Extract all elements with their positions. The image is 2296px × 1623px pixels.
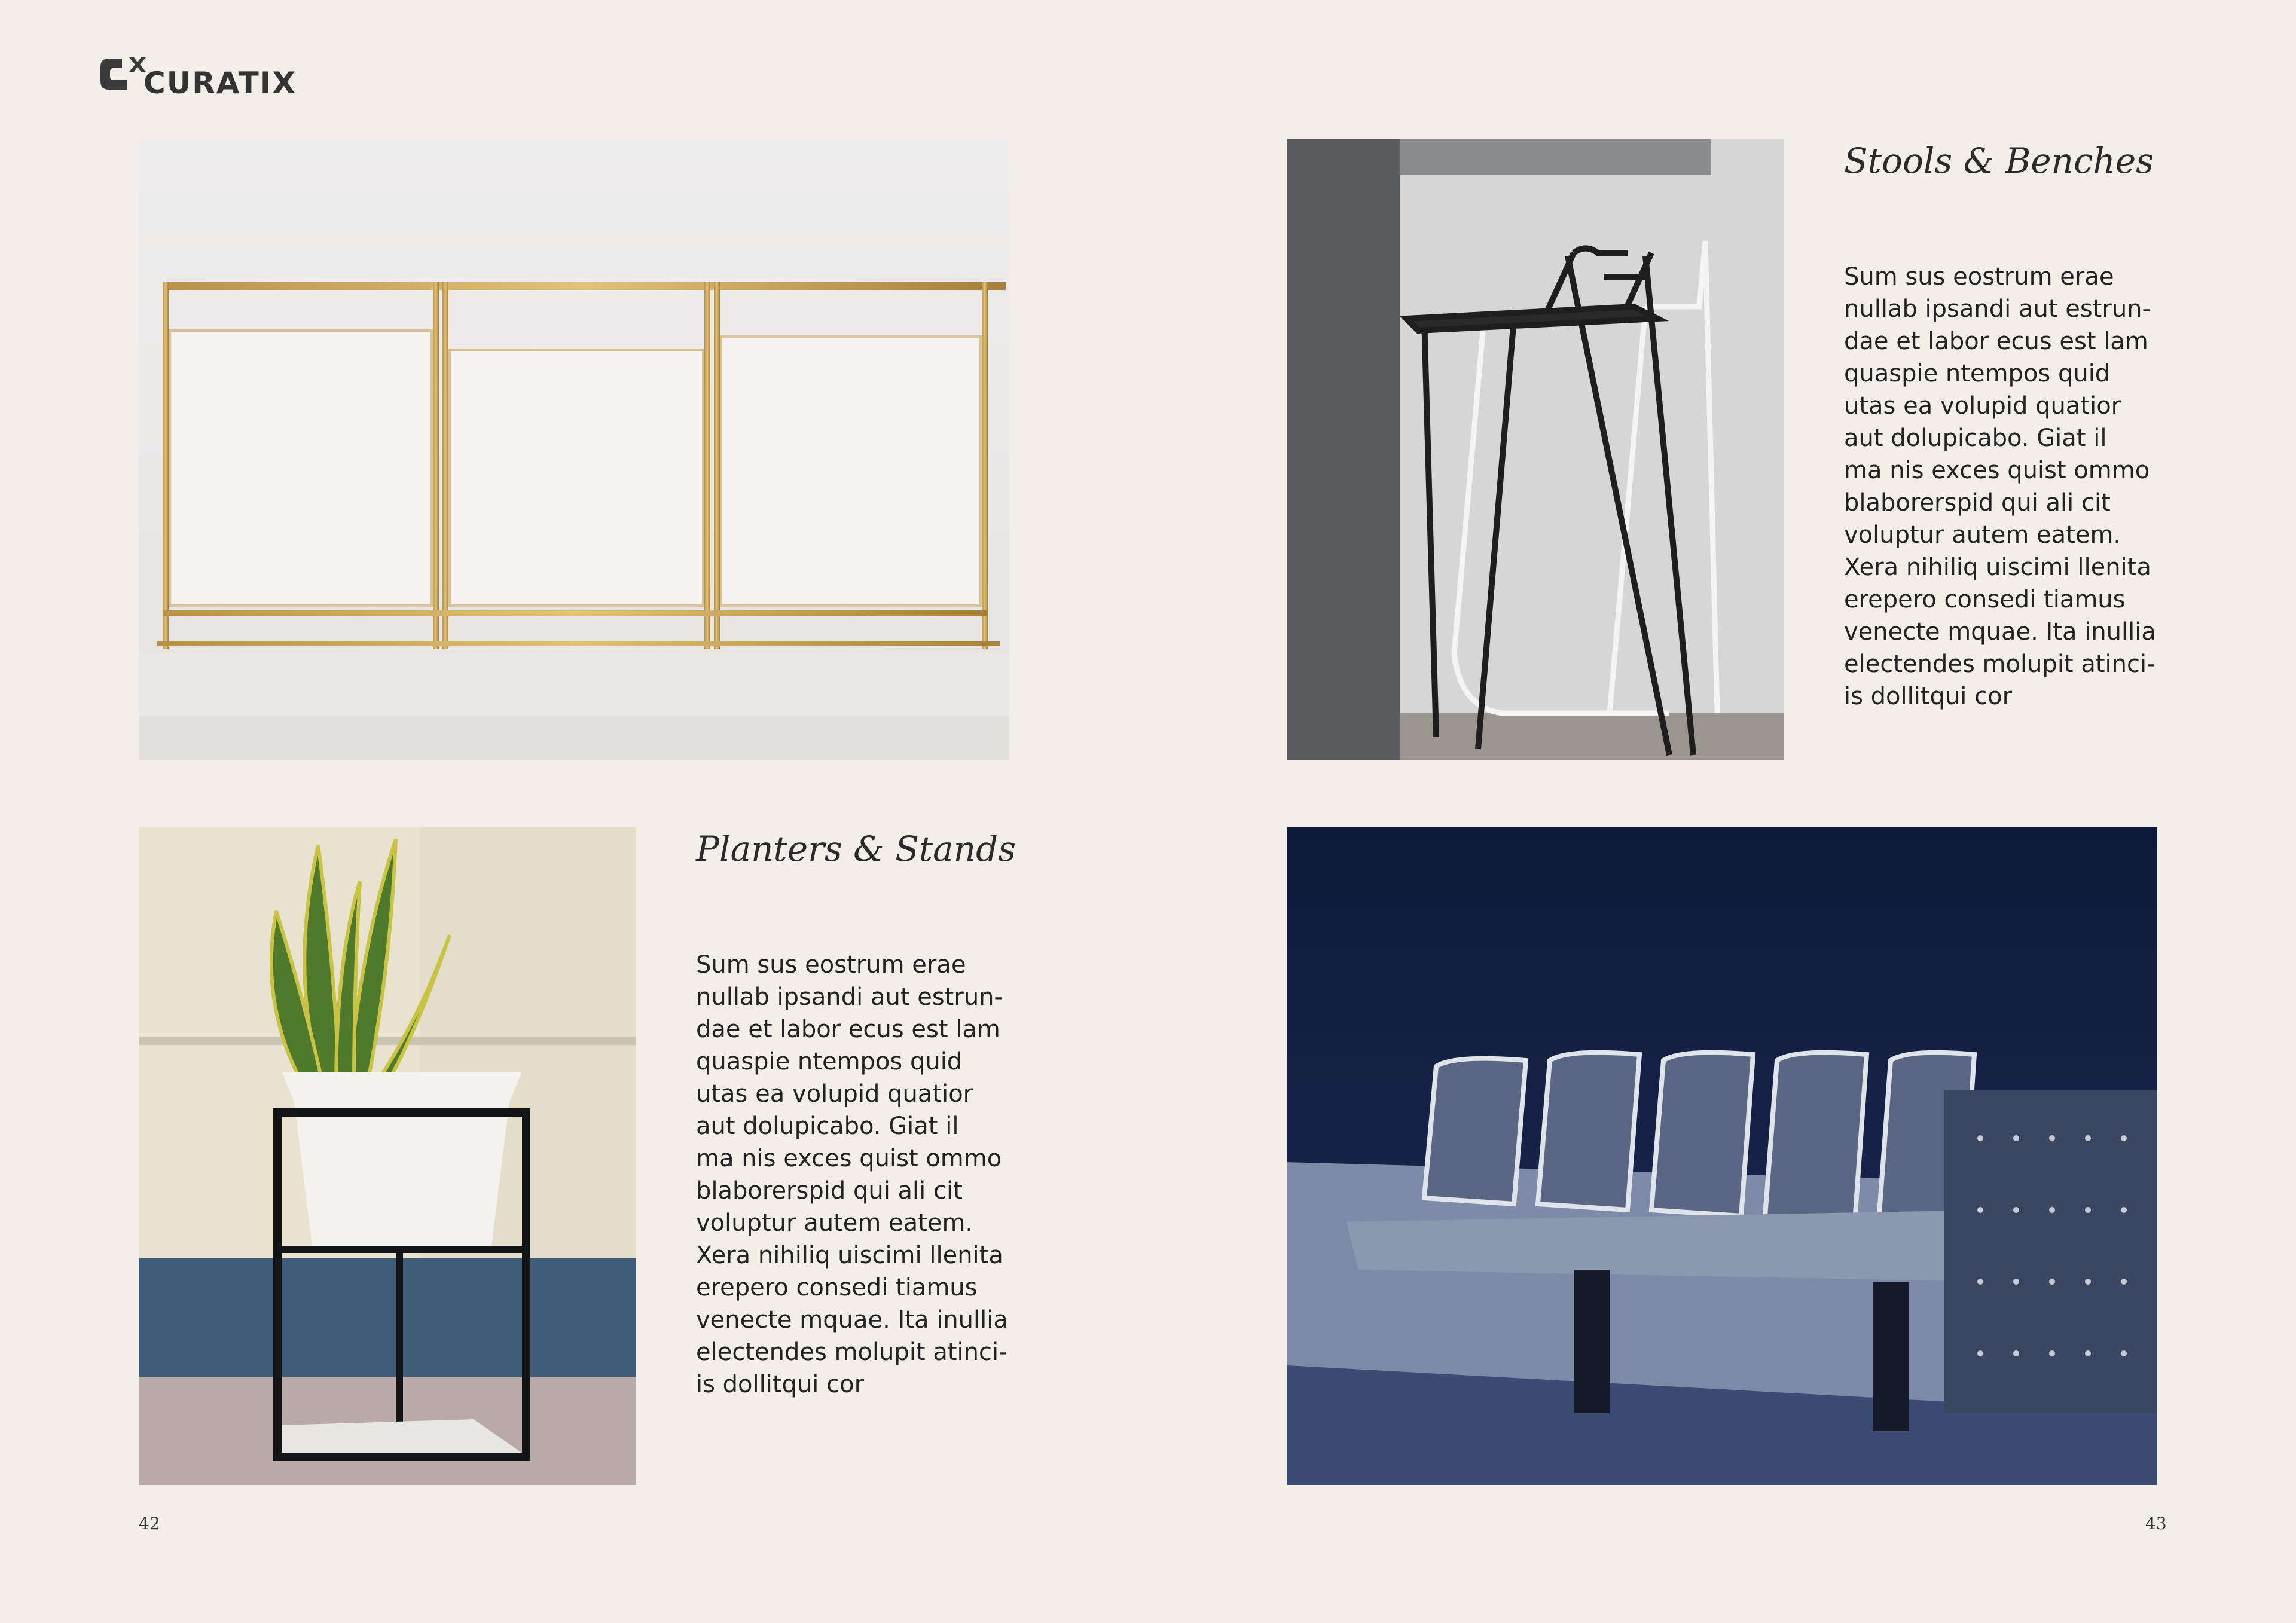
snake-plant-planter-photo: [139, 827, 636, 1485]
planters-stands-heading: Planters & Stands: [696, 829, 1016, 869]
body-line: venecte mquae. Ita inullia: [696, 1306, 1008, 1334]
brand-logo: [96, 55, 299, 100]
curatix-mark-icon: [96, 55, 148, 97]
body-line: dae et labor ecus est lam: [696, 1016, 1000, 1043]
metal-bench-photo: [1287, 827, 2157, 1485]
body-line: voluptur autem eatem.: [1844, 521, 2121, 549]
body-line: aut dolupicabo. Giat il: [696, 1112, 959, 1140]
gold-console-table-photo: [139, 139, 1009, 760]
body-line: Xera nihiliq uiscimi llenita: [696, 1242, 1003, 1269]
body-line: aut dolupicabo. Giat il: [1844, 424, 2107, 452]
body-line: erepero consedi tiamus: [696, 1274, 978, 1301]
body-line: Sum sus eostrum erae: [1844, 263, 2114, 291]
page-number-right: 43: [2145, 1514, 2167, 1533]
body-line: dae et labor ecus est lam: [1844, 328, 2148, 355]
body-line: utas ea volupid quatior: [1844, 392, 2121, 420]
body-line: nullab ipsandi aut estrun-: [1844, 295, 2151, 323]
body-line: is dollitqui cor: [1844, 683, 2013, 710]
planters-stands-body: [696, 949, 1031, 1401]
stools-benches-body: [1844, 261, 2179, 713]
body-line: nullab ipsandi aut estrun-: [696, 983, 1003, 1011]
body-line: ma nis exces quist ommo: [1844, 457, 2150, 484]
bar-stools-photo: [1287, 139, 1784, 760]
brand-name: CURATIX: [144, 66, 297, 100]
body-line: electendes molupit atinci-: [1844, 650, 2155, 678]
body-line: quaspie ntempos quid: [696, 1048, 963, 1075]
body-line: Xera nihiliq uiscimi llenita: [1844, 554, 2151, 581]
body-line: venecte mquae. Ita inullia: [1844, 618, 2156, 646]
body-line: Sum sus eostrum erae: [696, 951, 966, 979]
page-number-left: 42: [139, 1514, 160, 1533]
body-line: electendes molupit atinci-: [696, 1338, 1007, 1366]
body-line: erepero consedi tiamus: [1844, 586, 2126, 613]
body-line: blaborerspid qui ali cit: [696, 1177, 963, 1205]
body-line: quaspie ntempos quid: [1844, 360, 2111, 387]
body-line: utas ea volupid quatior: [696, 1080, 973, 1108]
body-line: voluptur autem eatem.: [696, 1209, 973, 1237]
stools-benches-heading: Stools & Benches: [1844, 140, 2154, 181]
body-line: ma nis exces quist ommo: [696, 1145, 1002, 1172]
body-line: is dollitqui cor: [696, 1371, 865, 1398]
body-line: blaborerspid qui ali cit: [1844, 489, 2111, 516]
